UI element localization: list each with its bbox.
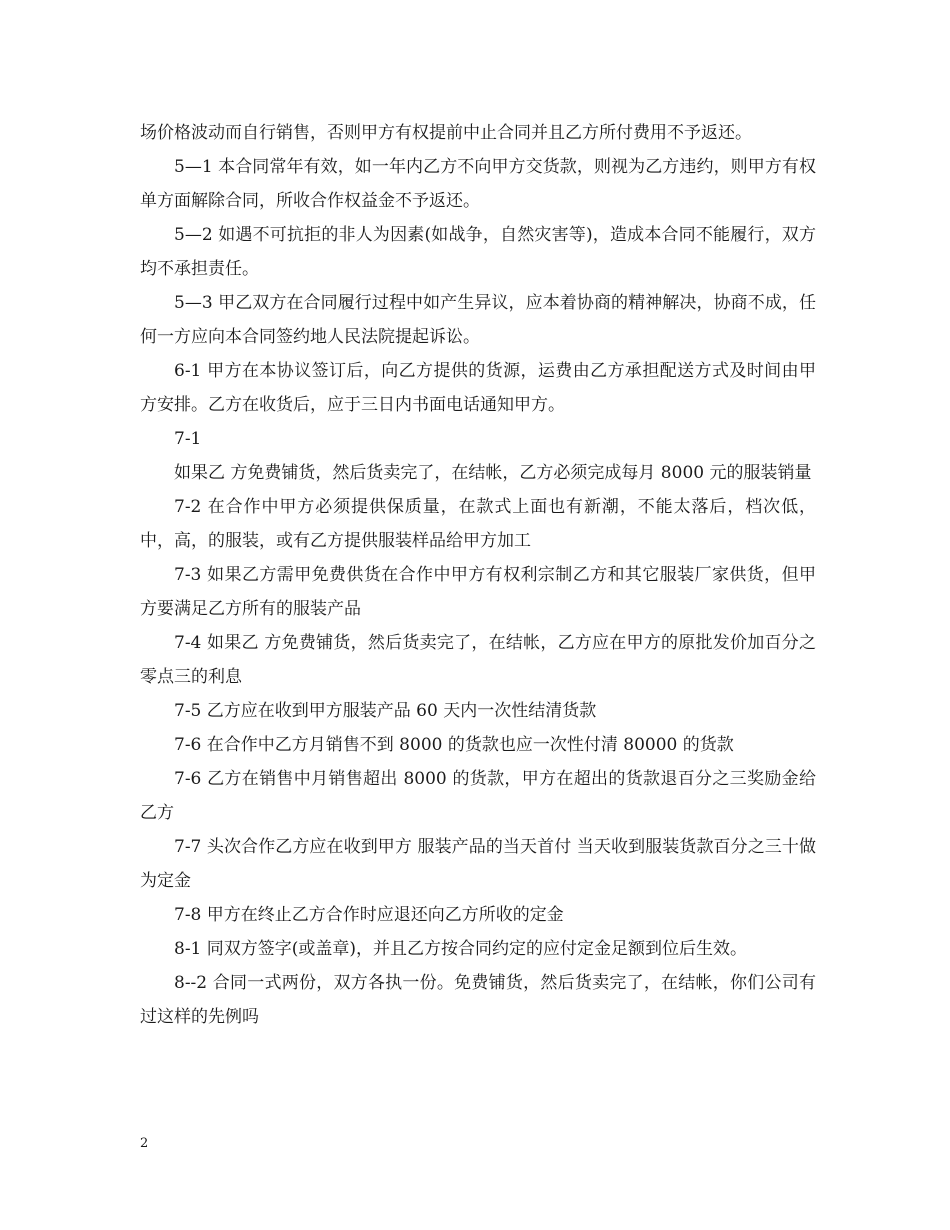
paragraph-clause-7-1-heading: 7-1: [174, 429, 202, 449]
paragraph-clause-6-1: 6-1 甲方在本协议签订后，向乙方提供的货源，运费由乙方承担配送方式及时间由甲方安排。乙方在收货后，应于三日内书面电话通知甲方。: [140, 361, 816, 415]
page-number: 2: [140, 1136, 149, 1151]
paragraph-clause-7-7: 7-7 头次合作乙方应在收到甲方 服装产品的当天首付 当天收到服装货款百分之三十做为定金: [140, 837, 816, 891]
paragraph-clause-7-8: 7-8 甲方在终止乙方合作时应退还向乙方所收的定金: [174, 905, 564, 925]
paragraph-clause-7-2: 7-2 在合作中甲方必须提供保质量，在款式上面也有新潮，不能太落后，档次低，中，高，的服装，或有乙方提供服装样品给甲方加工: [140, 497, 816, 551]
paragraph-clause-7-6-b: 7-6 乙方在销售中月销售超出 8000 的货款，甲方在超出的货款退百分之三奖励金给乙方: [140, 769, 816, 823]
paragraph-clause-8-2: 8--2 合同一式两份，双方各执一份。免费铺货，然后货卖完了，在结帐，你们公司有过这样的先例吗: [140, 973, 816, 1027]
paragraph-clause-7-4: 7-4 如果乙 方免费铺货，然后货卖完了，在结帐，乙方应在甲方的原批发价加百分之零点三的利息: [140, 633, 816, 687]
paragraph-clause-5-1: 5—1 本合同常年有效，如一年内乙方不向甲方交货款，则视为乙方违约，则甲方有权单方面解除合同，所收合作权益金不予返还。: [140, 157, 816, 211]
paragraph-clause-7-1-body: 如果乙 方免费铺货，然后货卖完了，在结帐，乙方必须完成每月 8000 元的服装销量: [174, 463, 812, 483]
paragraph-clause-7-6-a: 7-6 在合作中乙方月销售不到 8000 的货款也应一次性付清 80000 的货款: [174, 735, 734, 755]
document-body: [140, 116, 816, 1034]
paragraph-clause-5-2: 5—2 如遇不可抗拒的非人为因素(如战争，自然灾害等)，造成本合同不能履行，双方均不承担责任。: [140, 225, 816, 279]
paragraph-clause-5-3: 5—3 甲乙双方在合同履行过程中如产生异议，应本着协商的精神解决，协商不成，任何一方应向本合同签约地人民法院提起诉讼。: [140, 293, 816, 347]
paragraph-clause-7-3: 7-3 如果乙方需甲免费供货在合作中甲方有权利宗制乙方和其它服装厂家供货，但甲方要满足乙方所有的服装产品: [140, 565, 816, 619]
paragraph-clause-8-1: 8-1 同双方签字(或盖章)，并且乙方按合同约定的应付定金足额到位后生效。: [174, 939, 748, 959]
paragraph-continuation: 场价格波动而自行销售，否则甲方有权提前中止合同并且乙方所付费用不予返还。: [140, 123, 752, 143]
paragraph-clause-7-5: 7-5 乙方应在收到甲方服装产品 60 天内一次性结清货款: [174, 701, 597, 721]
